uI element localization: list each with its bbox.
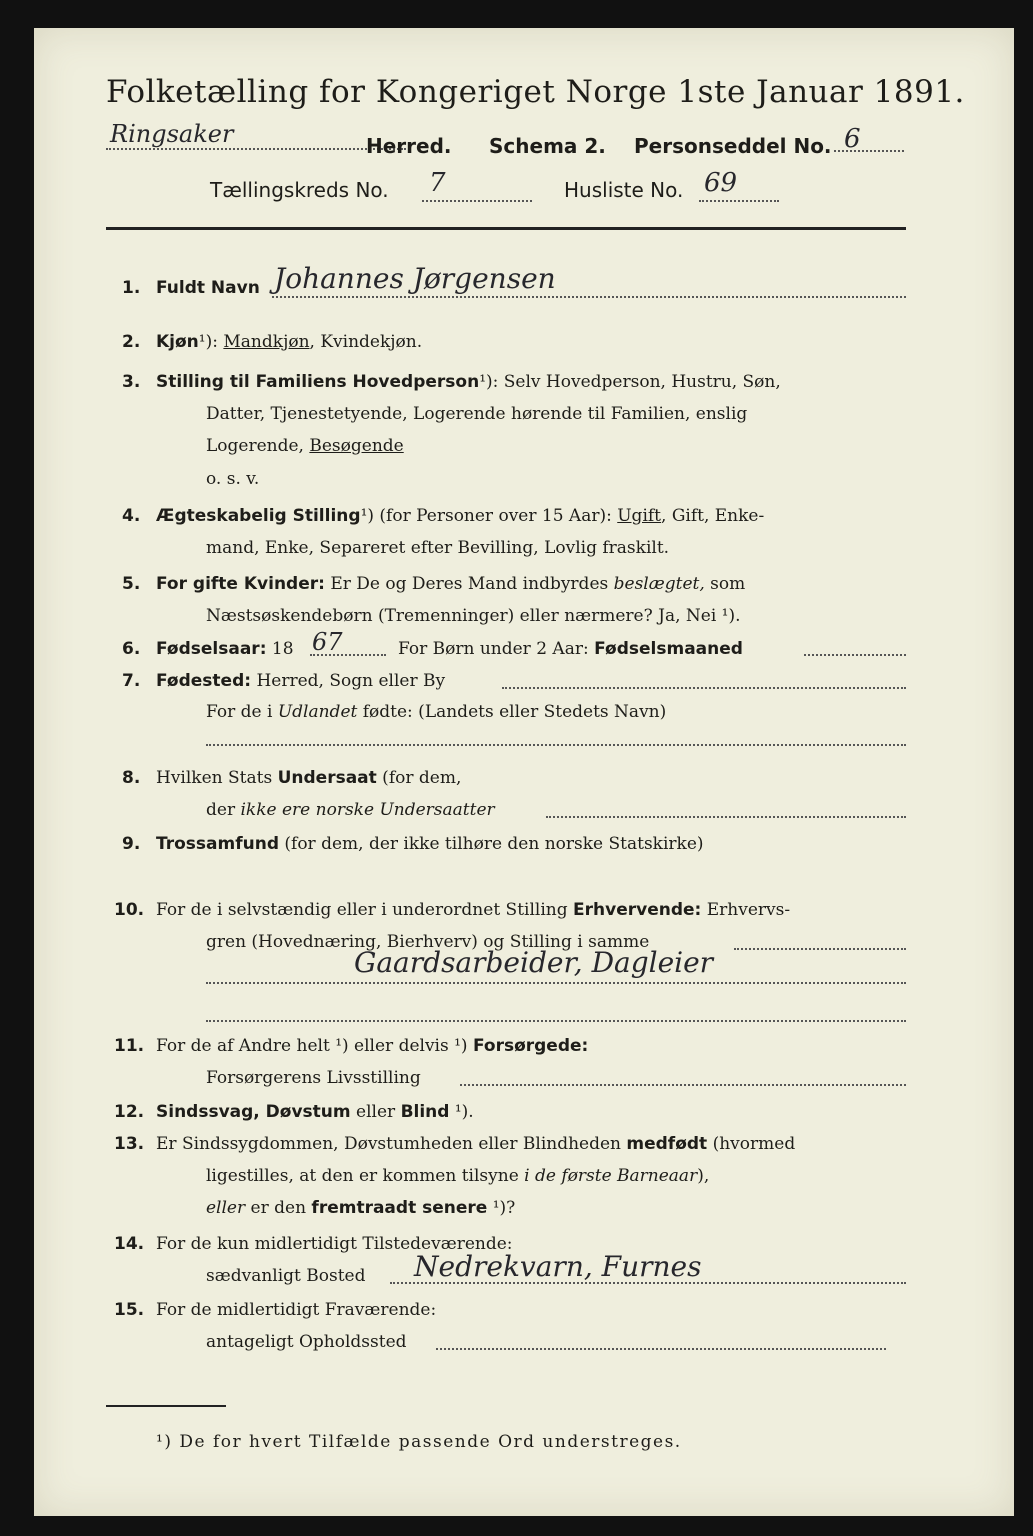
herred-label: Herred.	[366, 134, 452, 158]
q-gifte-text: Er De og Deres Mand indbyrdes	[324, 574, 614, 594]
herred-line	[106, 148, 406, 150]
q-trossamfund-text: (for dem, der ikke tilhøre den norske Statskirke)	[278, 834, 704, 854]
q-gifte: For gifte Kvinder:	[156, 574, 325, 594]
q-aegteskab-opts: , Gift, Enke-	[661, 506, 765, 526]
item-number: 8.	[122, 768, 141, 788]
q-fravaerende: For de midlertidigt Fraværende:	[156, 1300, 437, 1320]
q-fuldt-navn: Fuldt Navn	[156, 278, 260, 298]
q-stilling-opts: ¹): Selv Hovedperson, Hustru, Søn,	[479, 372, 781, 392]
item-number: 15.	[114, 1300, 145, 1320]
q-kjon-note: ¹):	[198, 332, 224, 352]
q-aegteskab: Ægteskabelig Stilling	[156, 506, 361, 526]
opt-mandkjon: Mandkjøn	[223, 332, 310, 352]
q-senere-note: ¹)?	[487, 1198, 516, 1218]
item-number: 12.	[114, 1102, 145, 1122]
q-forsorgede-text: For de af Andre helt ¹) eller delvis ¹)	[156, 1036, 473, 1056]
answer-line	[460, 1084, 906, 1086]
q-ikke-norske: ikke ere norske Undersaatter	[240, 800, 495, 820]
q-erhverv-gren: gren (Hovednæring, Bierhverv) og Stilling i samme	[206, 932, 650, 952]
item-number: 14.	[114, 1234, 145, 1254]
answer-name: Johannes Jørgensen	[274, 262, 556, 295]
q-hvormed: (hvormed	[707, 1134, 796, 1154]
q-sindssvag: Sindssvag, Døvstum	[156, 1102, 351, 1122]
husliste-label: Husliste No.	[564, 178, 684, 202]
q-er-den: er den	[245, 1198, 312, 1218]
answer-line	[272, 296, 906, 298]
item-number: 2.	[122, 332, 141, 352]
header-rule	[106, 227, 906, 230]
item-number: 3.	[122, 372, 141, 392]
q-born: For Børn under 2 Aar:	[398, 639, 595, 659]
answer-line	[206, 1020, 906, 1022]
q-der: der	[206, 800, 241, 820]
item-number: 4.	[122, 506, 141, 526]
kreds-label: Tællingskreds No.	[210, 178, 389, 202]
q-udland: For de i	[206, 702, 278, 722]
item-number: 10.	[114, 900, 145, 920]
answer-line	[310, 654, 386, 656]
q-eller-it: eller	[206, 1198, 246, 1218]
q-blind-note: ¹).	[449, 1102, 474, 1122]
item-number: 13.	[114, 1134, 145, 1154]
answer-year: 67	[312, 628, 343, 656]
footnote: ¹) De for hvert Tilfælde passende Ord understreges.	[156, 1432, 682, 1452]
answer-line	[206, 744, 906, 746]
personseddel-handwriting: 6	[844, 124, 861, 154]
q-fodselsmaaned: Fødselsmaaned	[594, 639, 743, 659]
q-stilling-osv: o. s. v.	[206, 469, 260, 489]
q-erhverv: For de i selvstændig eller i underordnet Stilling	[156, 900, 574, 920]
q-fodselsaar-prefix: 18	[266, 639, 294, 659]
husliste-handwriting: 69	[704, 168, 738, 198]
q-barneaar: i de første Barneaar	[524, 1166, 698, 1186]
q-opholdssted: antageligt Opholdssted	[206, 1332, 407, 1352]
footnote-rule	[106, 1405, 226, 1407]
q-stilling-opts2: Datter, Tjenestetyende, Logerende hørende til Familien, enslig	[206, 404, 748, 424]
q-blind: Blind	[400, 1102, 450, 1122]
answer-line	[734, 948, 906, 950]
herred-handwriting: Ringsaker	[110, 120, 234, 148]
item-number: 7.	[122, 671, 141, 691]
q-gifte-som: som	[704, 574, 746, 594]
item-number: 5.	[122, 574, 141, 594]
q-bosted: sædvanligt Bosted	[206, 1266, 366, 1286]
q-sindssyg: Er Sindssygdommen, Døvstumheden eller Blindheden	[156, 1134, 627, 1154]
q-fodested-opts: Herred, Sogn eller By	[251, 671, 446, 691]
answer-occupation: Gaardsarbeider, Dagleier	[354, 946, 714, 979]
q-tilstede: For de kun midlertidigt Tilstedeværende:	[156, 1234, 513, 1254]
q-erhvervs: Erhvervs-	[701, 900, 791, 920]
schema-label: Schema 2.	[489, 134, 606, 158]
q-medfodt: medfødt	[626, 1134, 708, 1154]
kreds-handwriting: 7	[429, 168, 446, 198]
q-ligestilles: ligestilles, at den er kommen tilsyne	[206, 1166, 525, 1186]
answer-line	[502, 687, 906, 689]
q-aegteskab-opts2: mand, Enke, Separeret efter Bevilling, Lovlig fraskilt.	[206, 538, 670, 558]
q-trossamfund: Trossamfund	[156, 834, 279, 854]
kreds-line	[422, 200, 532, 202]
q-fodested: Fødested:	[156, 671, 252, 691]
q-kjon: Kjøn	[156, 332, 199, 352]
item-number: 9.	[122, 834, 141, 854]
item-number: 6.	[122, 639, 141, 659]
q-senere: fremtraadt senere	[311, 1198, 488, 1218]
item-number: 11.	[114, 1036, 145, 1056]
personseddel-line	[834, 150, 904, 152]
personseddel-label: Personseddel No.	[634, 134, 832, 158]
census-form	[34, 28, 1014, 1516]
answer-line	[804, 654, 906, 656]
item-number: 1.	[122, 278, 141, 298]
opt-besogende: Besøgende	[309, 436, 404, 456]
q-gifte-text2: Næstsøskendebørn (Tremenninger) eller nærmere? Ja, Nei ¹).	[206, 606, 741, 626]
q-stilling: Stilling til Familiens Hovedperson	[156, 372, 480, 392]
husliste-line	[699, 200, 779, 202]
q-forsorgede: Forsørgede:	[472, 1036, 589, 1056]
q-stilling-opts3: Logerende,	[206, 436, 310, 456]
q-udland-text: fødte: (Landets eller Stedets Navn)	[357, 702, 667, 722]
answer-residence: Nedrekvarn, Furnes	[414, 1250, 702, 1283]
q-stats-dem: (for dem,	[376, 768, 462, 788]
q-stats: Hvilken Stats	[156, 768, 278, 788]
q-undersaat: Undersaat	[277, 768, 377, 788]
q-erhvervende: Erhvervende:	[573, 900, 702, 920]
answer-line	[546, 816, 906, 818]
q-fodselsaar: Fødselsaar:	[156, 639, 267, 659]
q-aegteskab-note: ¹) (for Personer over 15 Aar):	[360, 506, 618, 526]
form-title: Folketælling for Kongeriget Norge 1ste Januar 1891.	[106, 74, 965, 110]
opt-kvindekjon: , Kvindekjøn.	[309, 332, 423, 352]
answer-line	[206, 982, 906, 984]
answer-line	[436, 1348, 886, 1350]
q-eller: eller	[350, 1102, 401, 1122]
q-livsstilling: Forsørgerens Livsstilling	[206, 1068, 421, 1088]
q-comma: ),	[697, 1166, 710, 1186]
opt-ugift: Ugift	[617, 506, 662, 526]
q-gifte-besl: beslægtet,	[613, 574, 705, 594]
q-udland-it: Udlandet	[277, 702, 358, 722]
